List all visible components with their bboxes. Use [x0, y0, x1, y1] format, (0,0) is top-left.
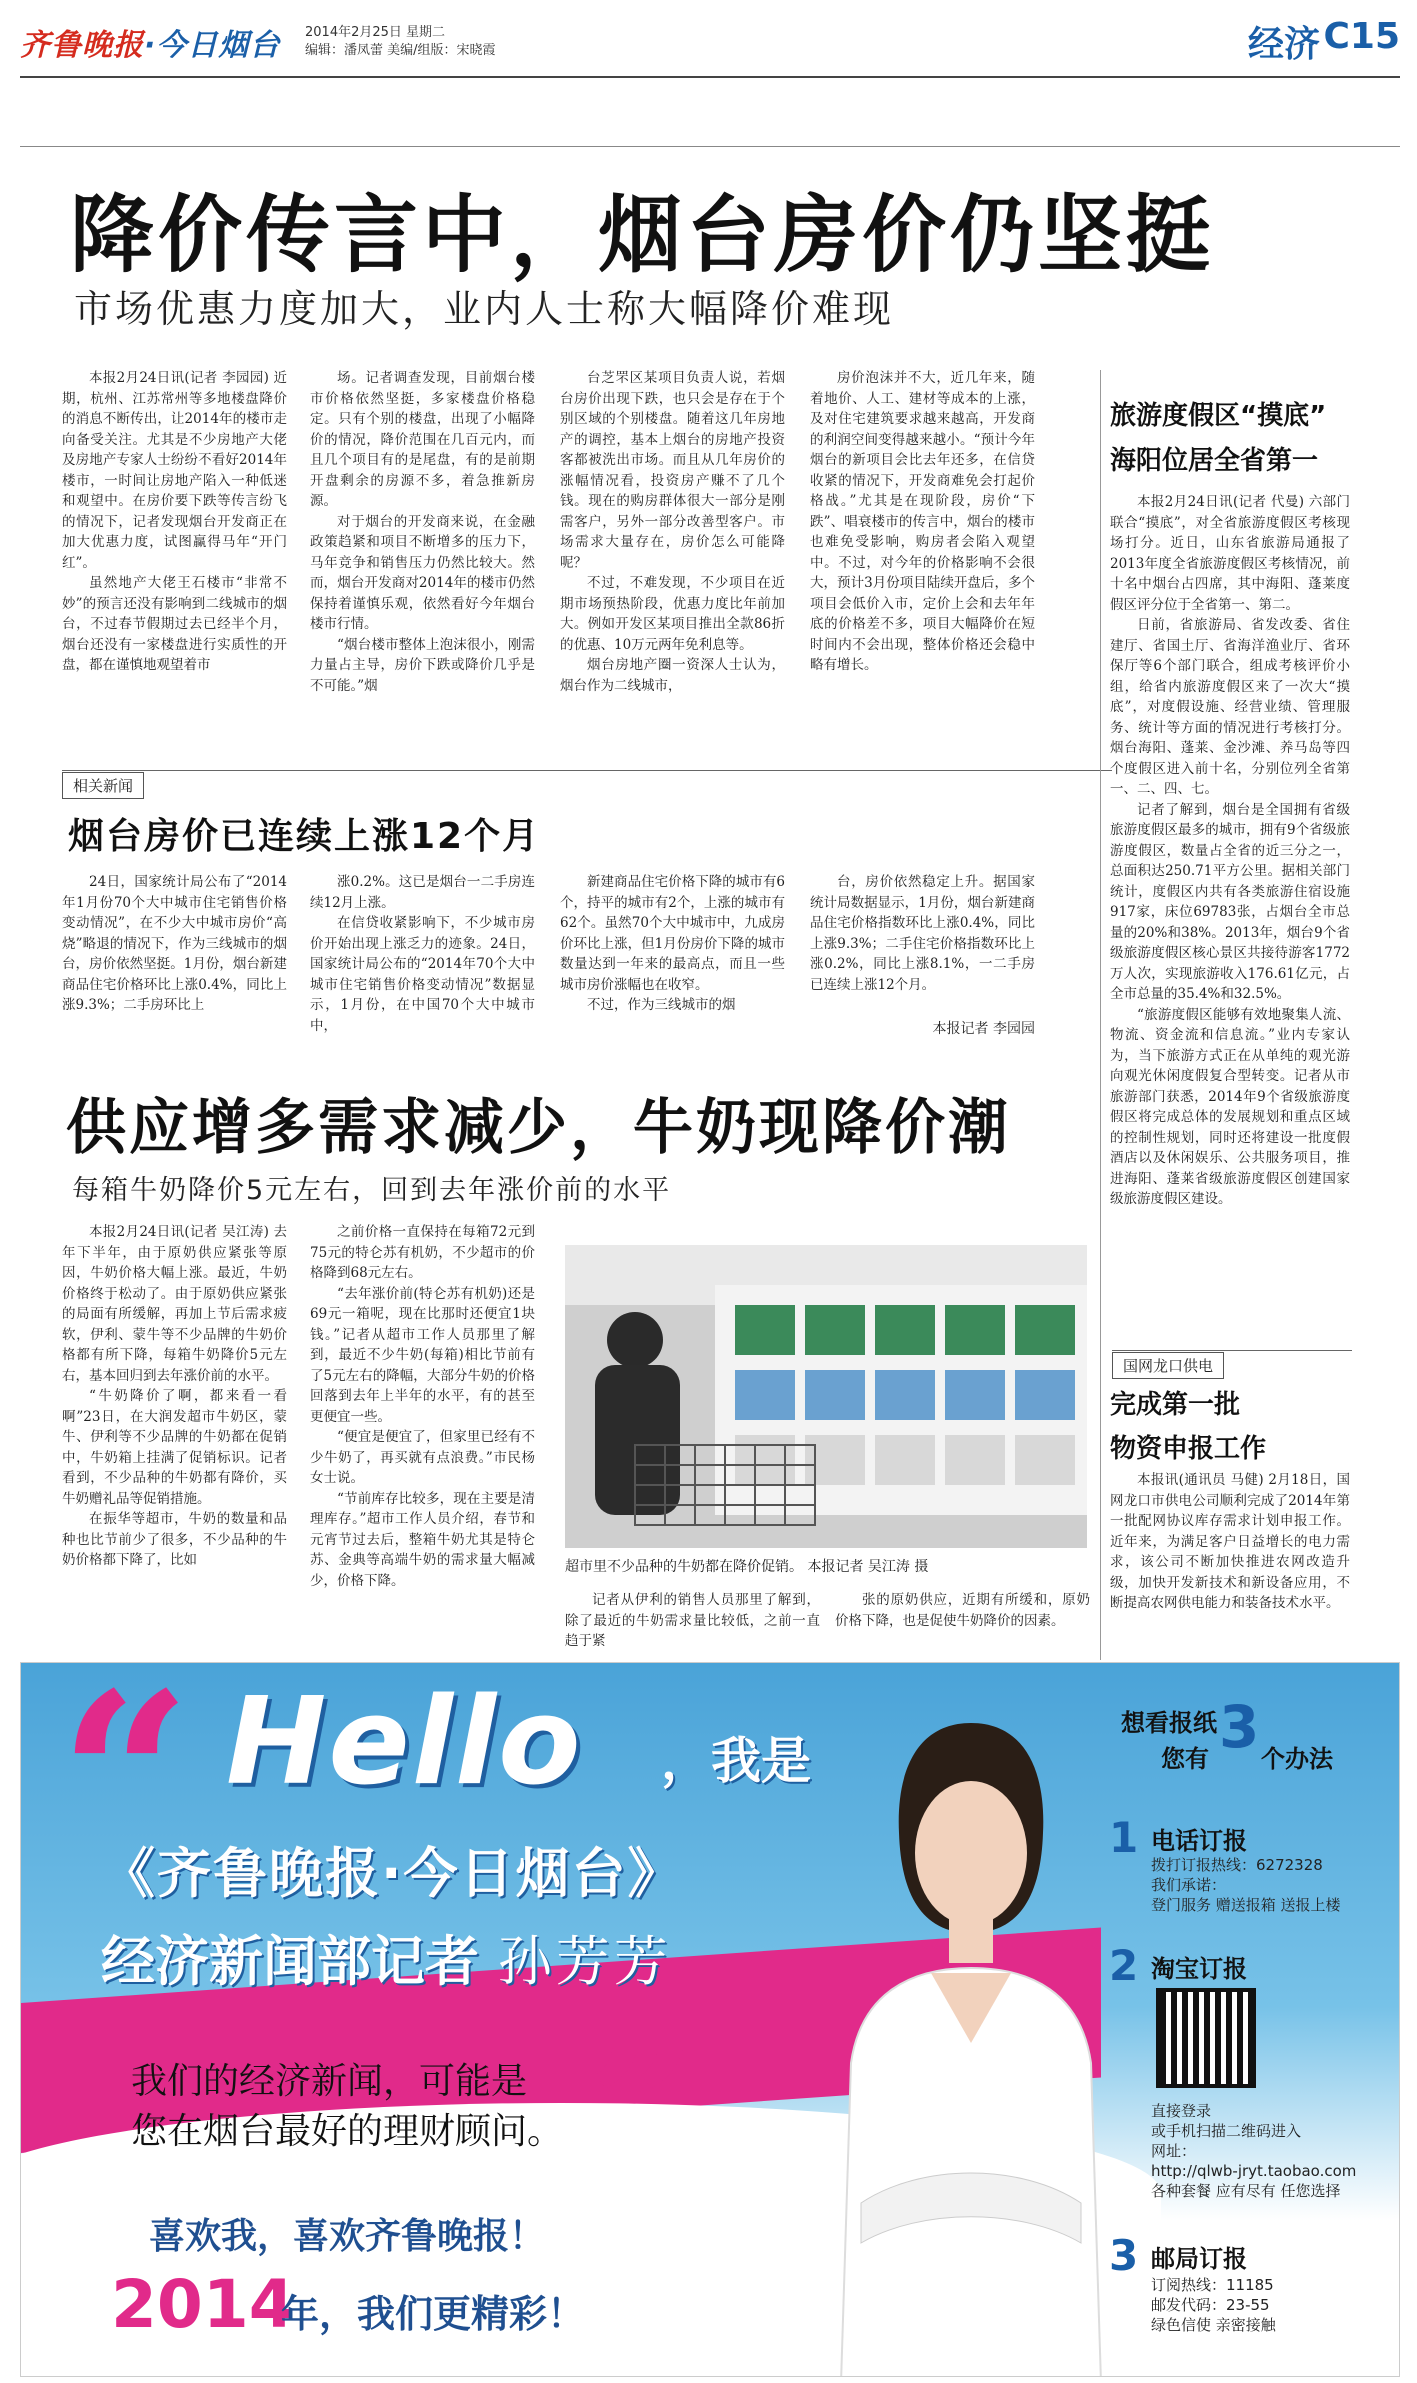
method1-services: 登门服务 赠送报箱 送报上楼 — [1151, 1896, 1341, 1914]
edition-name: 今日烟台 — [156, 28, 281, 63]
photo-caption: 超市里不少品种的牛奶都在降价促销。 本报记者 吴江涛 摄 — [565, 1559, 929, 1575]
method3-number: 3 — [1109, 2231, 1139, 2280]
subscribe-title-a: 想看报纸 — [1121, 1709, 1217, 1737]
sidebar-story1-body: 本报2月24日讯(记者 代曼) 六部门联合“摸底”，对全省旅游度假区考核现场打分。近日，山东省旅游局通报了2013年度全省旅游度假区考核情况，前十名中烟台占四席，其中海阳、蓬莱度假区评分位于全省第一、第二。 日前，省旅游局、省发改委、省住建厅、省国土厅、省海洋渔业厅、省环保厅等6个部门联合，组成考核评价小组，给省内旅游度假区来了一次大“摸底”，对度假设施、经营业绩、管理服务、统计等方面的情况进行考核打分。烟台海阳、蓬莱、金沙滩、养马岛等四个度假区进入前十名，分别位列全省第一、二、四、七。 记者了解到，烟台是全国拥有省级旅游度假区最多的城市，拥有9个省级旅游度假区，数量占全省的近三分之一，总面积达250.71平方公里。据相关部门统计，度假区内共有各类旅游住宿设施917家，床位69783张，占烟台全市总量的20%和38%。2013年，烟台9个省级旅游度假区核心景区共接待游客1772万人次，实现旅游收入176.61亿元，占全市总量的35.4%和32.5%。 “旅游度假区能够有效地聚集人流、物流、资金流和信息流。”业内专家认为，当下旅游方式正在从单纯的观光游向观光休闲度假复合型转变。记者从市旅游部门获悉，2014年9个省级旅游度假区将完成总体的发展规划和重点区域的控制性规划，同时还将建设一批度假酒店以及休闲娱乐、公共服务项目，推进海阳、蓬莱省级旅游度假区创建国家级旅游度假区建设。 — [1110, 494, 1350, 1207]
related-col-2: 涨0.2%。这已是烟台一二手房连续12月上涨。 在信贷收紧影响下，不少城市房价开始出现上涨乏力的迹象。24日，国家统计局公布的“2014年70个大中城市住宅销售价格变动情况”数据显示，1月份，在中国70个大中城市中， — [310, 874, 535, 1034]
milk-col-4: 张的原奶供应，近期有所缓和，原奶价格下降，也是促使牛奶降价的因素。 — [835, 1592, 1090, 1629]
sidebar-story1-title-line1: 旅游度假区“摸底” — [1110, 401, 1327, 431]
subscribe-panel — [1101, 1693, 1391, 2363]
header-divider-thin — [20, 146, 1400, 147]
ad-paper-name: 《齐鲁晚报·今日烟台》 — [101, 1842, 684, 1905]
title-separator: · — [144, 28, 157, 63]
method3-slogan: 绿色信使 亲密接触 — [1151, 2316, 1276, 2334]
ad-reporter — [101, 1919, 672, 1996]
related-col-3: 新建商品住宅价格下降的城市有6个，持平的城市有2个，上涨的城市有62个。虽然70个大中城市中，九成房价环比上涨，但1月份房价下降的城市数量达到一年来的最高点，而且一些城市房价涨幅也在收窄。 不过，作为三线城市的烟 — [560, 874, 785, 1013]
related-headline: 烟台房价已连续上涨12个月 — [68, 816, 541, 857]
method2-packages: 各种套餐 应有尽有 任您选择 — [1151, 2182, 1341, 2200]
ad-open-quote: “ — [59, 1662, 192, 1913]
subscribe-title-c: 个办法 — [1261, 1745, 1333, 1773]
method2-login: 直接登录 — [1151, 2102, 1212, 2120]
related-divider — [62, 770, 1112, 794]
ad-reporter-name: 孙芳芳 — [497, 1930, 672, 1993]
milk-headline: 供应增多需求减少，牛奶现降价潮 — [66, 1093, 1011, 1163]
related-byline: 本报记者 李园园 — [932, 1021, 1035, 1037]
paper-name — [20, 20, 280, 64]
sidebar-story2-title-line1: 完成第一批 — [1110, 1390, 1241, 1420]
section-name: 经济 — [1247, 24, 1320, 65]
method3-hotline: 订阅热线：11185 — [1151, 2276, 1274, 2294]
reporter-advertisement — [20, 1662, 1400, 2377]
method1-number: 1 — [1109, 1813, 1139, 1862]
sidebar-story2-title-line2: 物资申报工作 — [1110, 1434, 1267, 1464]
editors-line: 编辑：潘凤蕾 美编/组版：宋晓霞 — [305, 43, 496, 58]
ad-hello: Hello — [226, 1673, 583, 1812]
sidebar-story2-label: 国网龙口供电 — [1112, 1352, 1224, 1379]
related-col-4: 台，房价依然稳定上升。据国家统计局数据显示，1月份，烟台新建商品住宅价格指数环比上涨0.4%，同比上涨9.3%；二手住宅价格指数环比上涨0.2%，同比上涨8.1%，一二手房已连续上涨12个月。 — [810, 874, 1035, 993]
sidebar-divider — [1100, 370, 1101, 1660]
method2-scan: 或手机扫描二维码进入 — [1151, 2122, 1302, 2140]
milk-col-1: 本报2月24日讯(记者 吴江涛) 去年下半年，由于原奶供应紧张等原因，牛奶价格大幅上涨。最近，牛奶价格终于松动了。由于原奶供应紧张的局面有所缓解，再加上节后需求疲软，伊利、蒙牛等不少品牌的牛奶价格都有所下降，每箱牛奶降价5元左右，基本回归到去年涨价前的水平。 “牛奶降价了啊，都来看一看啊”23日，在大润发超市牛奶区，蒙牛、伊利等不少品牌的牛奶都在促销中，牛奶箱上挂满了促销标识。记者看到，不少品种的牛奶都有降价，买牛奶赠礼品等促销措施。 在振华等超市，牛奶的数量和品种也比节前少了很多，不少品种的牛奶价格都下降了，比如 — [62, 1224, 287, 1568]
main-headline: 降价传言中，烟台房价仍坚挺 — [70, 186, 1215, 284]
paper-title: 齐鲁晚报 — [20, 28, 144, 63]
header-divider — [20, 76, 1400, 78]
method3-postcode: 邮发代码：23-55 — [1151, 2296, 1270, 2314]
ad-better-line: 年，我们更精彩！ — [281, 2292, 586, 2336]
ad-like-line: 喜欢我，喜欢齐鲁晚报！ — [149, 2216, 546, 2257]
date-editors — [305, 24, 496, 60]
related-news-label: 相关新闻 — [62, 772, 144, 799]
masthead — [20, 14, 1400, 74]
method2-title: 淘宝订报 — [1151, 1955, 1247, 1983]
milk-photo — [565, 1245, 1087, 1548]
main-story-col-2: 场。记者调查发现，目前烟台楼市价格依然坚挺，多家楼盘价格稳定。只有个别的楼盘，出现了小幅降价的情况，降价范围在几百元内，而且几个项目有的是尾盘，有的是前期开盘剩余的房源不多，着急推新房源。 对于烟台的开发商来说，在金融政策趋紧和项目不断增多的压力下，马年竞争和销售压力仍然比较大。然而，烟台开发商对2014年的楼市仍然保持着谨慎乐观，依然看好今年烟台楼市行情。 “烟台楼市整体上泡沫很小，刚需力量占主导，房价下跌或降价几乎是不可能。”烟 — [310, 370, 535, 694]
milk-col-3: 记者从伊利的销售人员那里了解到，除了最近的牛奶需求量比较低，之前一直趋于紧 — [565, 1592, 820, 1649]
subscribe-title-b: 您有 — [1161, 1745, 1209, 1773]
ad-slogan-line1: 我们的经济新闻，可能是 — [131, 2061, 528, 2102]
page-number: C15 — [1323, 16, 1400, 57]
method2-url[interactable]: http://qlwb-jryt.taobao.com — [1151, 2162, 1357, 2180]
qr-code[interactable] — [1156, 1988, 1256, 2088]
main-subhead: 市场优惠力度加大，业内人士称大幅降价难现 — [74, 287, 895, 331]
method2-number: 2 — [1109, 1941, 1139, 1990]
ad-reporter-role: 经济新闻部记者 — [101, 1930, 479, 1993]
method1-title: 电话订报 — [1151, 1827, 1247, 1855]
supermarket-photo-illustration — [565, 1245, 1087, 1548]
ad-i-am: ，我是 — [661, 1732, 811, 1790]
ad-year: 2014 — [111, 2266, 295, 2343]
ad-slogan-line2: 您在烟台最好的理财顾问。 — [131, 2111, 564, 2152]
issue-date: 2014年2月25日 星期二 — [305, 25, 446, 40]
main-story-col-1: 本报2月24日讯(记者 李园园) 近期，杭州、江苏常州等多地楼盘降价的消息不断传出，让2014年的楼市走向备受关注。尤其是不少房地产大佬及房地产专家人士纷纷不看好2014年楼市，一时间让房地产陷入一种低迷和观望中。在房价要下跌等传言纷飞的情况下，记者发现烟台开发商正在加大优惠力度，试图赢得马年“开门红”。 虽然地产大佬王石楼市“非常不妙”的预言还没有影响到二线城市的烟台，不过春节假期过去已经半个月，烟台还没有一家楼盘进行实质性的开盘，都在谨慎地观望着市 — [62, 370, 287, 673]
ad-close-quote: ” — [586, 1990, 702, 2225]
milk-subhead: 每箱牛奶降价5元左右，回到去年涨价前的水平 — [72, 1175, 672, 1206]
subscribe-count: 3 — [1219, 1693, 1260, 1761]
method1-promise: 我们承诺： — [1151, 1876, 1227, 1894]
related-col-1: 24日，国家统计局公布了“2014年1月份70个大中城市住宅销售价格变动情况”，在不少大中城市房价“高烧”略退的情况下，作为三线城市的烟台，房价依然坚挺。1月份，烟台新建商品住宅价格环比上涨0.4%，同比上涨9.3%；二手房环比上 — [62, 874, 287, 1013]
sidebar-story2-divider — [1112, 1350, 1352, 1351]
method3-title: 邮局订报 — [1151, 2245, 1247, 2273]
milk-col-2: 之前价格一直保持在每箱72元到75元的特仑苏有机奶，不少超市的价格降到68元左右。 “去年涨价前(特仑苏有机奶)还是69元一箱呢，现在比那时还便宜1块钱。”记者从超市工作人员那里了解到，最近不少牛奶(每箱)相比节前有了5元左右的降幅，大部分牛奶的价格回落到去年上半年的水平，有的甚至更便宜一些。 “便宜是便宜了，但家里已经有不少牛奶了，再买就有点浪费。”市民杨女士说。 “节前库存比较多，现在主要是清理库存。”超市工作人员介绍，春节和元宵节过去后，整箱牛奶尤其是特仑苏、金典等高端牛奶的需求量大幅减少，价格下降。 — [310, 1224, 535, 1589]
sidebar-story1-title-line2: 海阳位居全省第一 — [1110, 446, 1319, 476]
main-story-col-3: 台芝罘区某项目负责人说，若烟台房价出现下跌，也只会是存在于个别区域的个别楼盘。随着这几年房地产的调控，基本上烟台的房地产投资客都被洗出市场。而且从几年房价的涨幅情况看，投资房产赚不了几个钱。现在的购房群体很大一部分是刚需客户，另外一部分改善型客户。市场需求大量存在，房价怎么可能降呢？ 不过，不难发现，不少项目在近期市场预热阶段，优惠力度比年前加大。例如开发区某项目推出全款86折的优惠、10万元两年免利息等。 烟台房地产圈一资深人士认为，烟台作为二线城市， — [560, 370, 785, 694]
method2-url-label: 网址： — [1151, 2142, 1197, 2160]
method1-hotline: 拨打订报热线：6272328 — [1151, 1856, 1323, 1874]
sidebar-story2-body: 本报讯(通讯员 马健) 2月18日，国网龙口市供电公司顺利完成了2014年第一批配网协议库存需求计划申报工作。近年来，为满足客户日益增长的电力需求，该公司不断加快推进农网改造升级，加快开发新技术和新设备应用，不断提高农网供电能力和装备技术水平。 — [1110, 1472, 1350, 1611]
main-story-col-4: 房价泡沫并不大，近几年来，随着地价、人工、建材等成本的上涨，及对住宅建筑要求越来越高，开发商的利润空间变得越来越小。“预计今年烟台的新项目会比去年还多，在信贷收紧的情况下，开发商难免会打起价格战。”尤其是在现阶段，房价“下跌”、唱衰楼市的传言中，烟台的楼市也难免受影响，购房者会陷入观望中。不过，对今年的价格影响不会很大，预计3月份项目陆续开盘后，多个项目会低价入市，定价上会和去年年底的价格差不多，项目大幅降价在短时间内不会出现，整体价格还会稳中略有增长。 — [810, 370, 1035, 673]
reporter-portrait — [821, 1683, 1121, 2377]
